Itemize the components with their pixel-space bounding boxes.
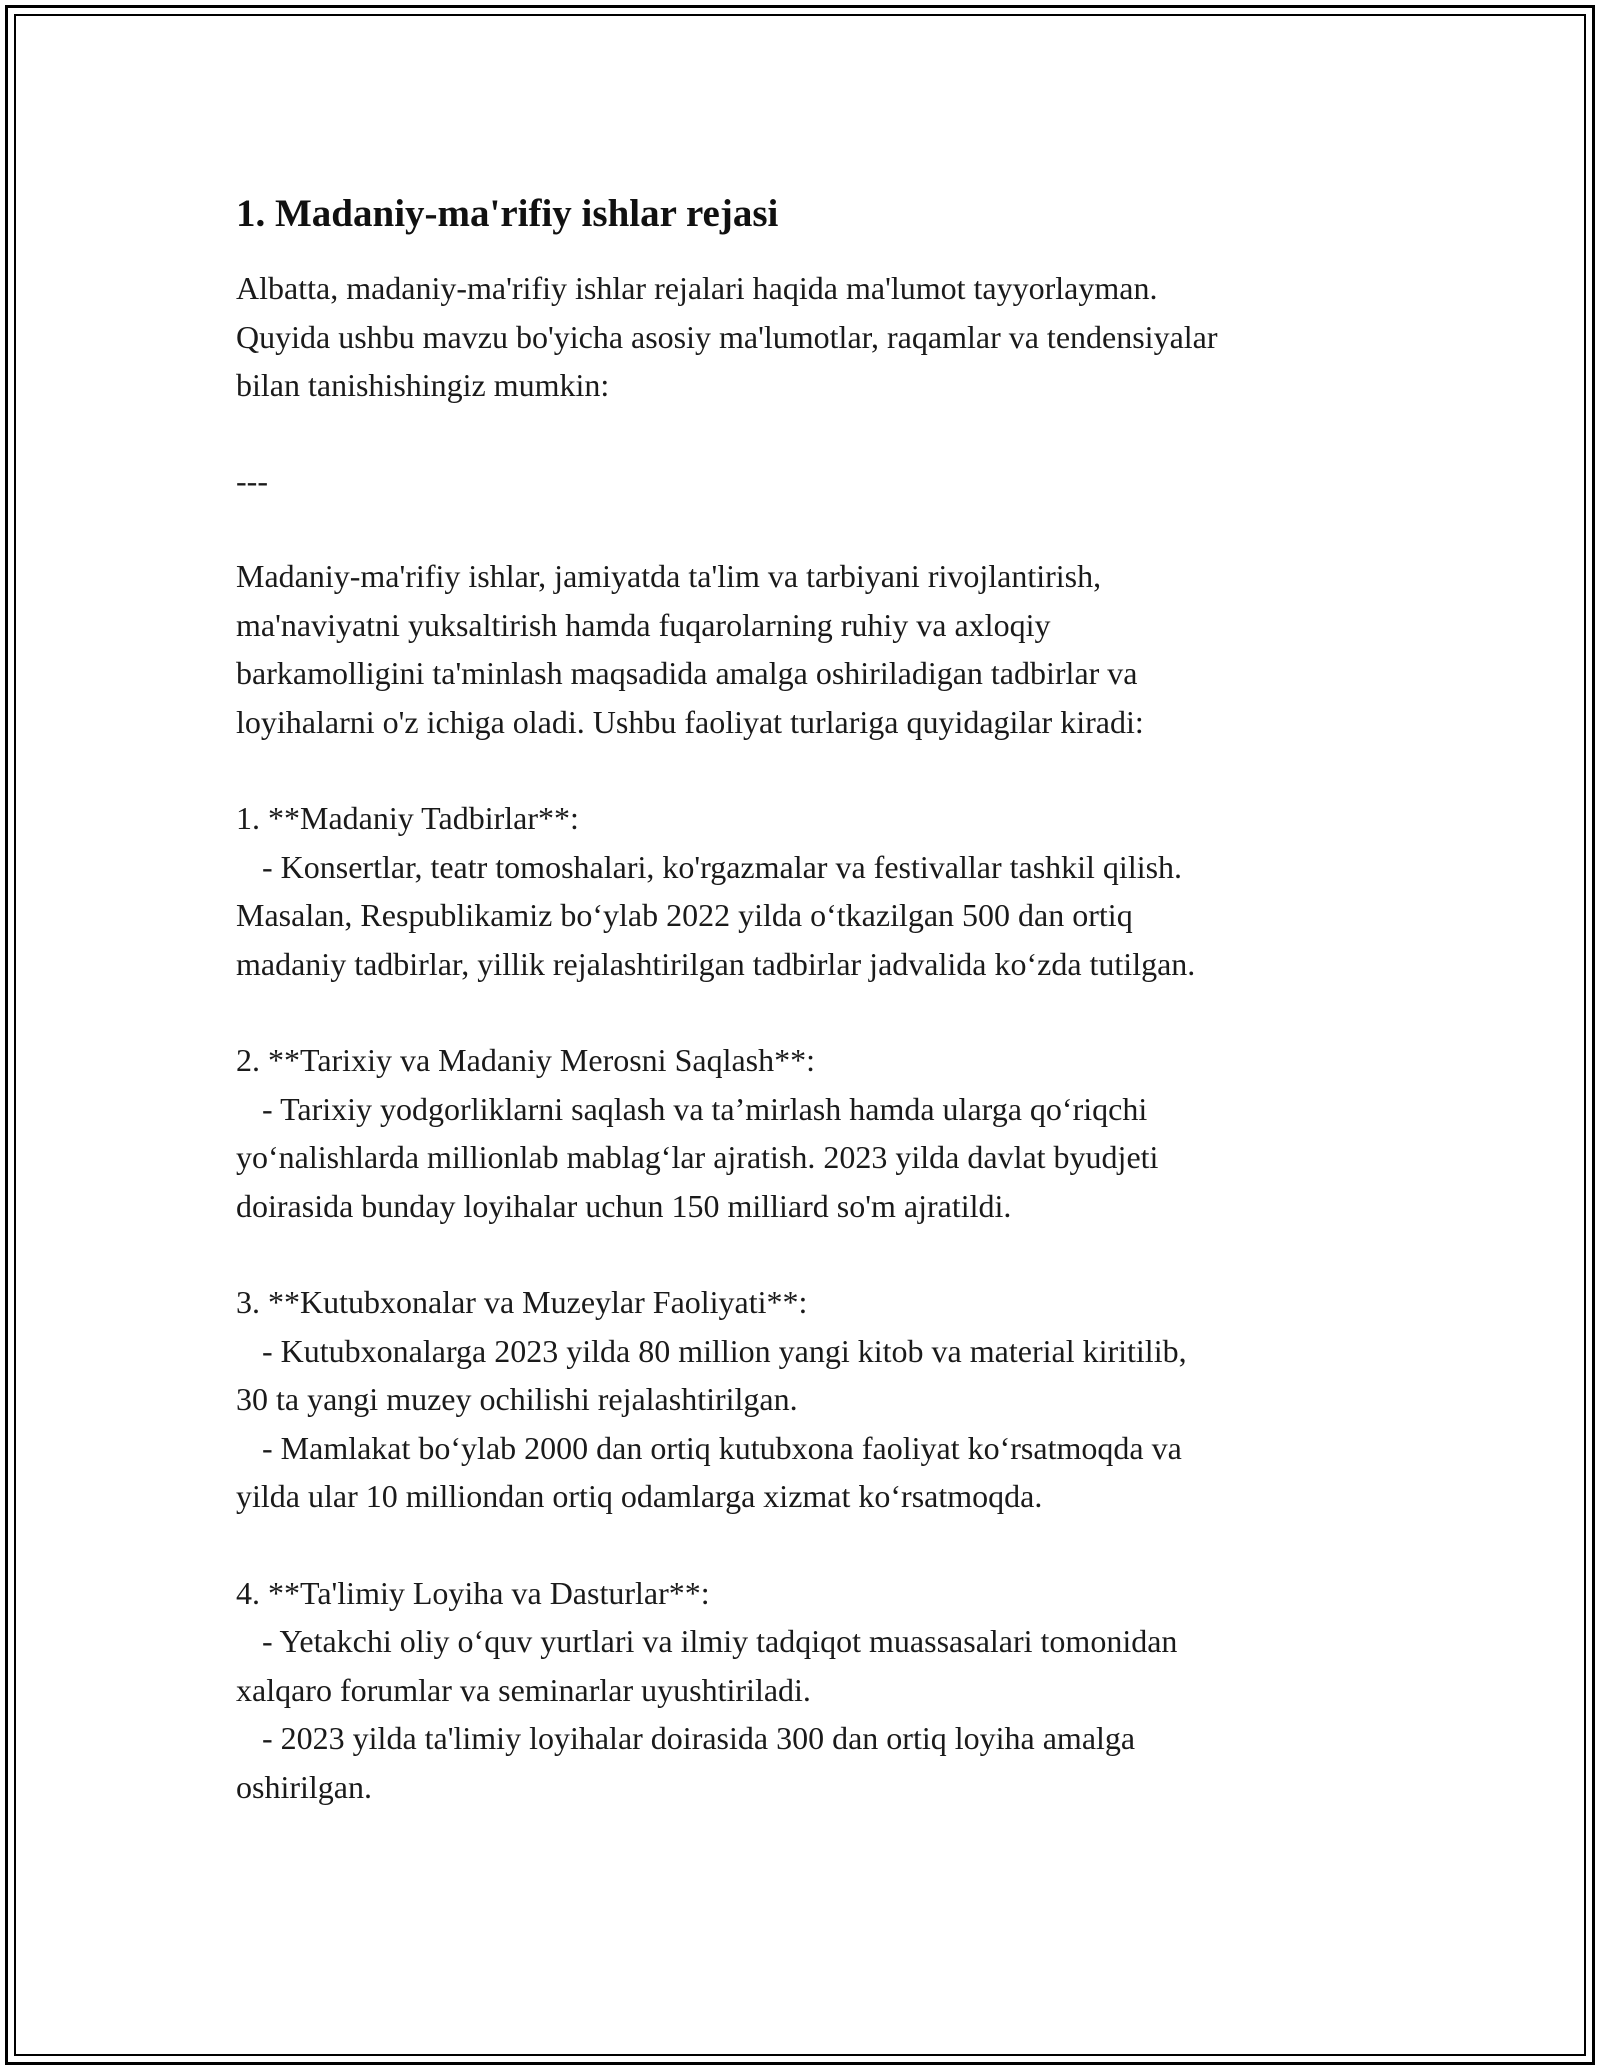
bullet-text: - 2023 yilda ta'limiy loyihalar doirasida 300 dan ortiq loyiha amalga oshirilgan.	[236, 1720, 1136, 1805]
section-heading: 1. **Madaniy Tadbirlar**:	[236, 800, 579, 836]
section-bullet	[236, 1085, 1386, 1231]
section-bullet	[236, 843, 1386, 989]
bullet-text: - Kutubxonalarga 2023 yilda 80 million yangi kitob va material kiritilib, 30 ta yangi muzey ochilishi rejalashtirilgan.	[236, 1332, 1187, 1417]
section-bullet	[236, 1424, 1386, 1521]
section-bullet	[236, 1617, 1386, 1714]
bullet-text: - Konsertlar, teatr tomoshalari, ko'rgazmalar va festivallar tashkil qilish. Masalan, Respublikamiz bo‘ylab 2022 yilda o‘tkazilgan 500 dan ortiq madaniy tadbirlar, yillik rejalashtirilgan tadbirlar jadvalida ko‘zda tutilgan.	[236, 848, 1196, 982]
separator-line: ---	[236, 462, 268, 499]
bullet-text: - Mamlakat bo‘ylab 2000 dan ortiq kutubxona faoliyat ko‘rsatmoqda va yilda ular 10 milliondan ortiq odamlarga xizmat ko‘rsatmoqda.	[236, 1429, 1182, 1514]
lead-paragraph: Madaniy-ma'rifiy ishlar, jamiyatda ta'lim va tarbiyani rivojlantirish, ma'naviyatni yuksaltirish hamda fuqarolarning ruhiy va axloqiy barkamolligini ta'minlash maqsadida amalga oshiriladigan tadbirlar va loyihalarni o'z ichiga oladi. Ushbu faoliyat turlariga quyidagilar kiradi:	[236, 558, 1144, 740]
section-heading: 3. **Kutubxonalar va Muzeylar Faoliyati**:	[236, 1284, 808, 1320]
section-kutubxonalar-muzeylar	[236, 1278, 1386, 1521]
section-bullet	[236, 1714, 1386, 1811]
bullet-text: - Tarixiy yodgorliklarni saqlash va ta’mirlash hamda ularga qo‘riqchi yo‘nalishlarda millionlab mablag‘lar ajratish. 2023 yilda davlat byudjeti doirasida bunday loyihalar uchun 150 milliard so'm ajratildi.	[236, 1090, 1159, 1224]
section-heading: 4. **Ta'limiy Loyiha va Dasturlar**:	[236, 1574, 710, 1611]
intro-paragraph: Albatta, madaniy-ma'rifiy ishlar rejalari haqida ma'lumot tayyorlayman. Quyida ushbu mavzu bo'yicha asosiy ma'lumotlar, raqamlar va tendensiyalar bilan tanishishingiz mumkin:	[236, 270, 1218, 403]
document-title: 1. Madaniy-ma'rifiy ishlar rejasi	[236, 192, 779, 235]
document-body	[236, 186, 1386, 1811]
section-tarixiy-meros	[236, 1036, 1386, 1230]
section-madaniy-tadbirlar	[236, 794, 1386, 988]
section-talimiy-loyiha	[236, 1569, 1386, 1812]
bullet-text: - Yetakchi oliy o‘quv yurtlari va ilmiy tadqiqot muassasalari tomonidan xalqaro forumlar va seminarlar uyushtiriladi.	[236, 1623, 1178, 1708]
section-bullet	[236, 1327, 1386, 1424]
section-heading: 2. **Tarixiy va Madaniy Merosni Saqlash**:	[236, 1042, 815, 1078]
